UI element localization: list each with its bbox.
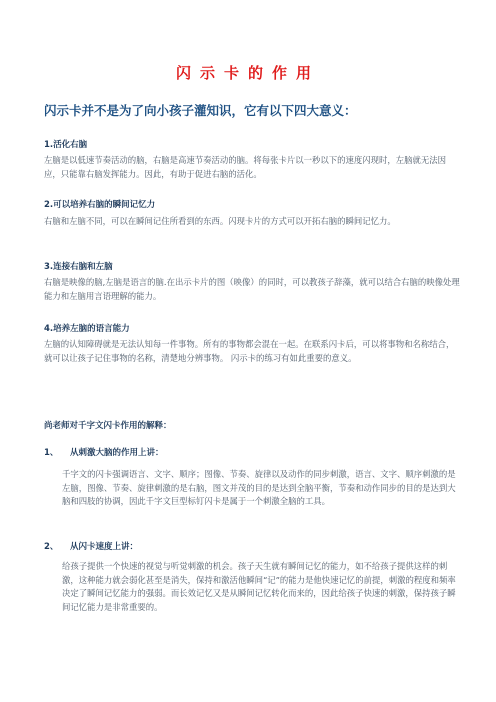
explanation-number-1: 1、 <box>44 448 59 458</box>
page-subtitle: 闪示卡并不是为了向小孩子灌知识，它有以下四大意义： <box>44 103 357 118</box>
section-heading-3: 3.连接右脑和左脑 <box>44 262 113 272</box>
section-body-3: 右脑是映像的脑,左脑是语言的脑.在出示卡片的图（映像）的同时，可以教孩子辞藻，就可以结合右脑的映像处理能力和左脑用言语理解的能力。 <box>44 277 460 301</box>
explanation-number-2: 2、 <box>44 542 59 552</box>
explanation-heading-2 <box>44 541 138 554</box>
section-body-2: 右脑和左脑不同，可以在瞬间记住所看到的东西。闪现卡片的方式可以开拓右脑的瞬间记忆力。 <box>44 216 396 226</box>
explanation-heading-text-1: 从刺激大脑的作用上讲： <box>70 448 164 458</box>
section-body-1: 左脑是以低速节奏活动的脑，右脑是高速节奏活动的脑。将每张卡片以一秒以下的速度闪现时，左脑就无法因应，只能靠右脑发挥能力。因此，有助于促进右脑的活化。 <box>44 155 446 179</box>
section-heading-4: 4.培养左脑的语言能力 <box>44 324 130 334</box>
explanation-body-2: 给孩子提供一个快速的视觉与听觉刺激的机会。孩子天生就有瞬间记忆的能力，如不给孩子提供这样的刺激，这种能力就会弱化甚至是消失，保持和激活他瞬间“记”的能力是他快速记忆的前提，刺激的程度和频率决定了瞬间记忆能力的强弱。而长效记忆又是从瞬间记忆转化而来的，因此给孩子快速的刺激，保持孩子瞬间记忆能力是非常重要的。 <box>62 561 456 612</box>
section-body-4: 左脑的认知障碍就是无法认知每一件事物。所有的事物都会混在一起。在联系闪卡后，可以将事物和名称结合，就可以让孩子记住事物的名称，清楚地分辨事物。 闪示卡的练习有如此重要的意义。 <box>44 339 455 363</box>
explanation-body-1: 千字文的闪卡强调语言、文字、顺序；图像、节奏、旋律以及动作的同步刺激，语言、文字、顺序刺激的是左脑，图像、节奏、旋律刺激的是右脑，图文并茂的目的是达到全脑平衡，节奏和动作同步的目的是达到大脑和四肢的协调，因此千字文巨型标钉闪卡是属于一个刺激全脑的工具。 <box>62 469 456 506</box>
explanation-title: 尚老师对千字文闪卡作用的解释： <box>44 421 172 431</box>
section-heading-2: 2.可以培养右脑的瞬间记忆力 <box>44 200 156 210</box>
section-heading-1: 1.活化右脑 <box>44 140 88 150</box>
explanation-heading-1 <box>44 447 164 460</box>
page-title: 闪示卡的作用 <box>175 64 320 82</box>
explanation-heading-text-2: 从闪卡速度上讲： <box>70 542 139 552</box>
